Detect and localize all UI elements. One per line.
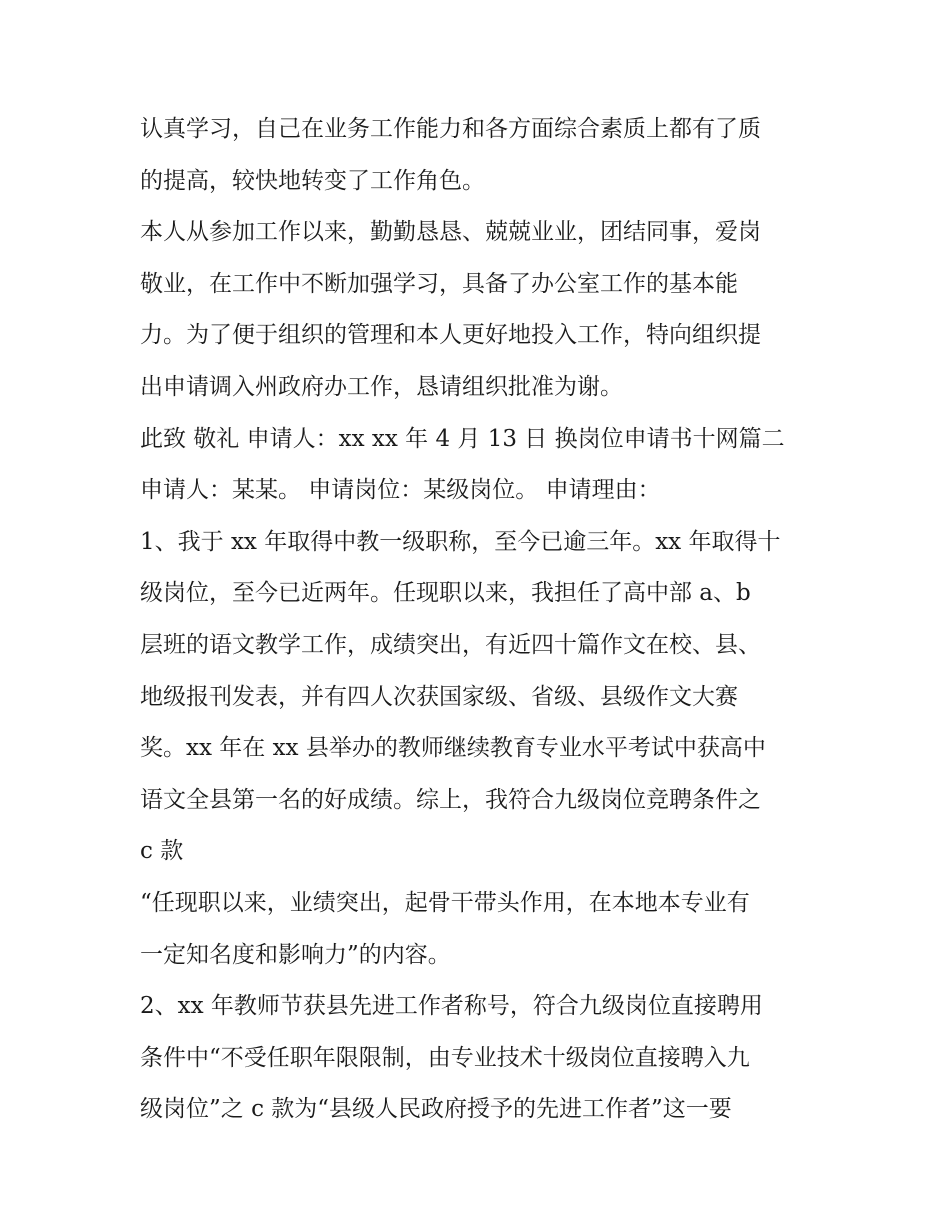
text-line: 层班的语文教学工作，成绩突出，有近四十篇作文在校、县、 [140,631,761,658]
text-line: 一定知名度和影响力”的内容。 [140,941,451,968]
text-line: 1、我于 xx 年取得中教一级职称，至今已逾三年。xx 年取得十 [140,528,781,555]
text-line: 级岗位，至今已近两年。任现职以来，我担任了高中部 a、b [140,580,751,607]
text-line: 出申请调入州政府办工作，恳请组织批准为谢。 [140,373,623,400]
text-line: 本人从参加工作以来，勤勤恳恳、兢兢业业，团结同事，爱岗 [140,219,761,246]
text-line: 认真学习，自己在业务工作能力和各方面综合素质上都有了质 [140,116,761,142]
text-line: “任现职以来，业绩突出，起骨干带头作用，在本地本专业有 [140,889,750,916]
text-line: 申请人：某某。 申请岗位：某级岗位。 申请理由： [140,477,661,504]
text-line: 级岗位”之 c 款为“县级人民政府授予的先进工作者”这一要 [140,1096,732,1123]
text-line: 的提高，较快地转变了工作角色。 [140,167,485,194]
document-body [140,104,820,1136]
text-line: 敬业，在工作中不断加强学习，具备了办公室工作的基本能 [140,270,738,297]
text-line: c 款 [140,838,184,865]
text-line: 2、xx 年教师节获县先进工作者称号，符合九级岗位直接聘用 [140,993,763,1020]
text-line: 力。为了便于组织的管理和本人更好地投入工作，特向组织提 [140,322,761,349]
text-line: 地级报刊发表，并有四人次获国家级、省级、县级作文大赛 [140,683,738,710]
text-line: 条件中“不受任职年限限制，由专业技术十级岗位直接聘入九 [140,1044,750,1071]
text-line: 奖。xx 年在 xx 县举办的教师继续教育专业水平考试中获高中 [140,735,766,762]
text-line: 语文全县第一名的好成绩。综上，我符合九级岗位竞聘条件之 [140,786,761,813]
text-line: 此致 敬礼 申请人：xx xx 年 4 月 13 日 换岗位申请书十网篇二 [140,425,785,452]
